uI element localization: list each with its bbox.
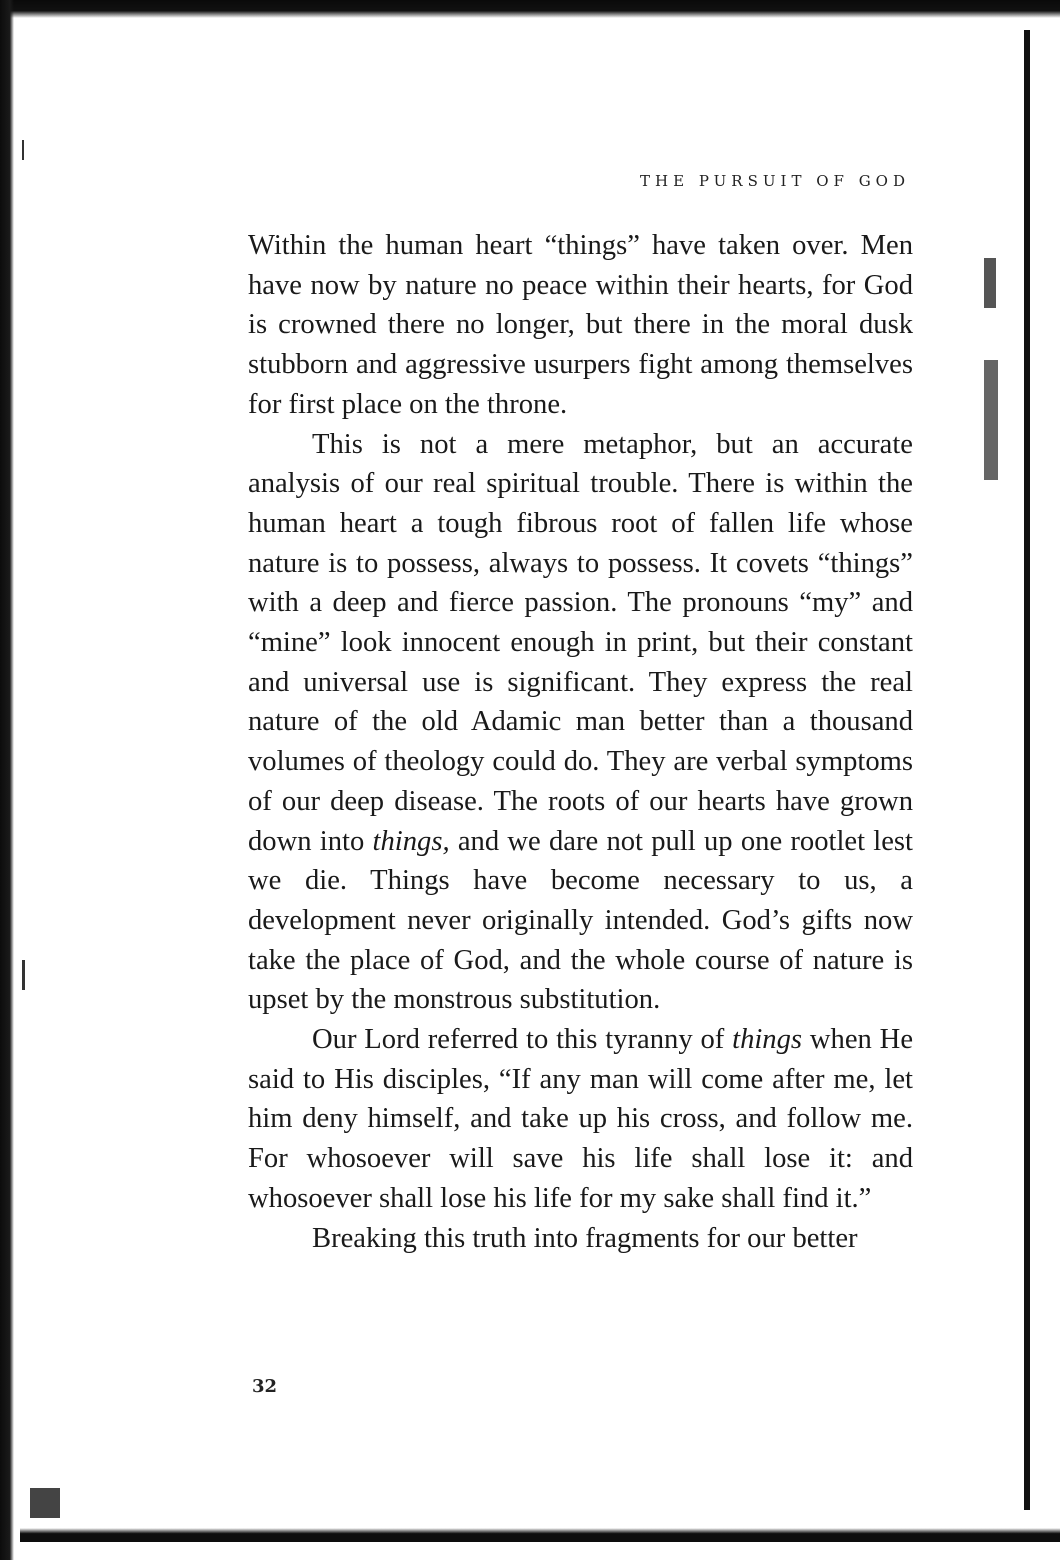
scan-edge-top: [0, 0, 1060, 18]
body-text: [248, 226, 913, 1258]
paragraph-3-part-b: when He said to His disciples, “If any man will come after me, let him deny himself, and take up his cross, and follow me. For whosoever will save his life shall lose it: and whosoever shall lose his life for my sake shall find it.”: [248, 1024, 914, 1214]
scan-mark: [984, 258, 996, 308]
page-number: 32: [252, 1376, 278, 1397]
paragraph-2: [248, 425, 913, 1021]
scan-edge-right: [1024, 30, 1030, 1510]
paragraph-2-part-a: This is not a mere metaphor, but an accurate analysis of our real spiritual trouble. There is within the human heart a tough fibrous root of fallen life whose nature is to possess, always to possess. It covets “things” with a deep and fierce passion. The pronouns “my” and “mine” look innocent enough in print, but their constant and universal use is significant. They express the real nature of the old Adamic man better than a thousand volumes of theology could do. They are verbal symptoms of our deep disease. The roots of our hearts have grown down into: [248, 428, 913, 857]
paragraph-3-part-a: Our Lord referred to this tyranny of: [312, 1024, 733, 1056]
scan-mark: [30, 1488, 60, 1518]
scan-mark: [984, 360, 998, 480]
paragraph-2-part-b: and we dare not pull up one rootlet lest we die. Things have become necessary to us, a development never originally intended. God’s gifts now take the place of God, and the whole course of nature is upset by the monstrous substitution.: [248, 825, 913, 1016]
paragraph-3: [248, 1020, 913, 1219]
scan-edge-left: [0, 0, 14, 1560]
scan-mark: [22, 140, 24, 160]
paragraph-1: Within the human heart “things” have taken over. Men have now by nature no peace within their hearts, for God is crowned there no longer, but there in the moral dusk stubborn and aggressive usurpers fight among themselves for first place on the throne.: [248, 230, 913, 420]
paragraph-2-emphasis: things,: [372, 825, 450, 857]
running-header: THE PURSUIT OF GOD: [640, 172, 910, 190]
paragraph-4: Breaking this truth into fragments for our better: [312, 1222, 858, 1254]
paragraph-3-emphasis: things: [732, 1024, 803, 1056]
scan-edge-bottom: [20, 1528, 1060, 1542]
scan-mark: [22, 960, 25, 990]
